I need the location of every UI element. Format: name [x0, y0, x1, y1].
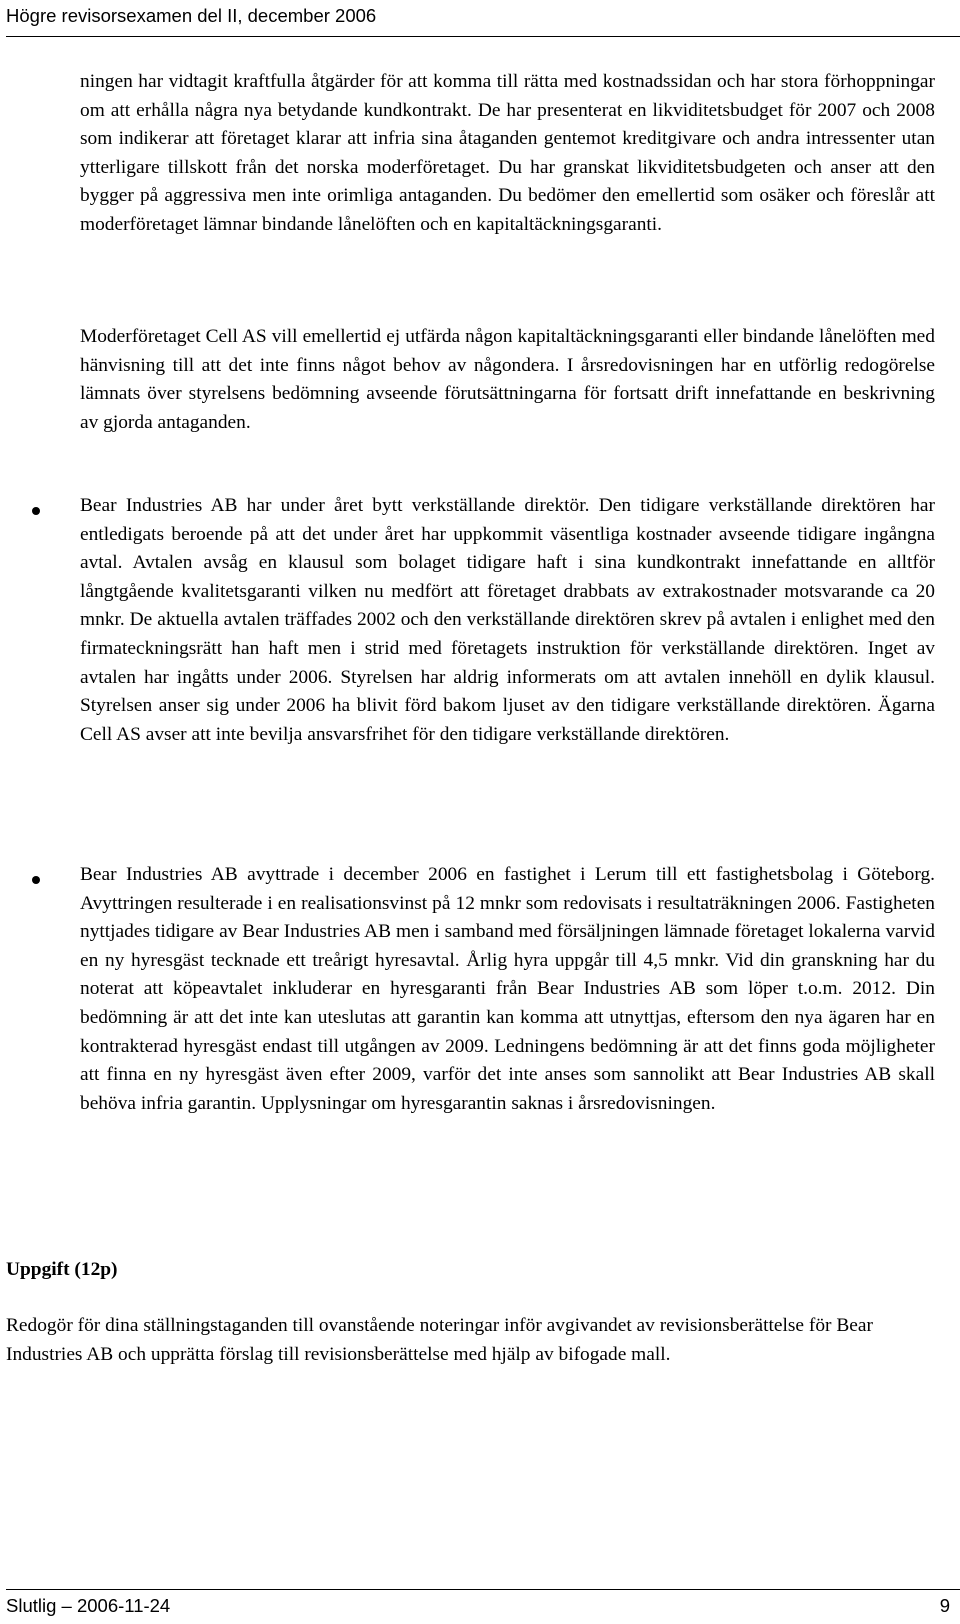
page-number: 9 [939, 1595, 950, 1616]
bullet-icon [32, 507, 40, 515]
bullet-item-ceo: Bear Industries AB har under året bytt verkställande direktör. Den tidigare verkställande direktören har entledigats beroende på att det under året har uppkommit väsentliga kostnader avseende tidigare ingångna avtal. Avtalen avsåg en klausul som bolaget tidigare haft i sina kundkontrakt innefattande en alltför långtgående kvalitetsgaranti vilken nu medfört att företaget drabbats av extrakostnader motsvarande ca 20 mnkr. De aktuella avtalen träffades 2002 och den verkställande direktören skrev på avtalen i enlighet med den firmateckningsrätt han haft men i strid med företagets instruktion för verkställande direktören. Inget av avtalen har ingåtts under 2006. Styrelsen har aldrig informerats om att avtalen innehöll en dylik klausul. Styrelsen anser sig under 2006 ha blivit förd bakom ljuset av den tidigare verkställande direktören. Ägarna Cell AS avser att inte bevilja ansvarsfrihet för den tidigare verkställande direktören. [80, 495, 935, 745]
bullet-icon [32, 876, 40, 884]
task-heading: Uppgift (12p) [6, 1259, 118, 1280]
footer-version: Slutlig – 2006-11-24 [6, 1595, 171, 1616]
paragraph-going-concern: ningen har vidtagit kraftfulla åtgärder för att komma till rätta med kostnadssidan och har stora förhoppningar om att erhålla några nya betydande kundkontrakt. De har presenterat en likviditetsbudget för 2007 och 2008 som indikerar att företaget klarar att infria sina åtaganden gentemot kreditgivare och andra intressenter utan ytterligare tillskott från det norska moderföretaget. Du har granskat likviditetsbudgeten och anser att den bygger på aggressiva men inte orimliga antaganden. Du bedömer den emellertid som osäker och föreslår att moderföretaget lämnar bindande lånelöften och en kapitaltäckningsgaranti. [80, 71, 935, 235]
task-description: Redogör för dina ställningstaganden till ovanstående noteringar inför avgivandet av revisionsberättelse för Bear Industries AB och upprätta förslag till revisionsberättelse med hjälp av bifogade mall. [6, 1315, 873, 1365]
header-divider [6, 36, 960, 37]
paragraph-parent-company: Moderföretaget Cell AS vill emellertid ej utfärda någon kapitaltäckningsgaranti eller bindande lånelöften med hänvisning till att det inte finns något behov av någondera. I årsredovisningen har en utförlig redogörelse lämnats över styrelsens bedömning avseende förutsättningarna för fortsatt drift innefattande en beskrivning av gjorda antaganden. [80, 326, 935, 433]
page-header: Högre revisorsexamen del II, december 2006 [6, 5, 377, 26]
bullet-item-property: Bear Industries AB avyttrade i december 2006 en fastighet i Lerum till ett fastighetsbolag i Göteborg. Avyttringen resulterade i en realisationsvinst på 12 mnkr som redovisats i resultaträkningen 2006. Fastigheten nyttjades tidigare av Bear Industries AB men i samband med försäljningen lämnade företaget lokalerna varvid en ny hyresgäst tecknade ett treårigt hyresavtal. Årlig hyra uppgår till 4,5 mnkr. Vid din granskning har du noterat att köpeavtalet inkluderar en hyresgaranti från Bear Industries AB som löper t.o.m. 2012. Din bedömning är att det inte kan uteslutas att garantin kan komma att utnyttjas, eftersom den nya ägaren har en kontrakterad hyresgäst endast till utgången av 2009. Ledningens bedömning är att det finns goda möjligheter att finna en ny hyresgäst även efter 2009, varför det inte anses som sannolikt att Bear Industries AB skall behöva infria garantin. Upplysningar om hyresgarantin saknas i årsredovisningen. [80, 864, 935, 1114]
footer-divider [6, 1589, 960, 1590]
